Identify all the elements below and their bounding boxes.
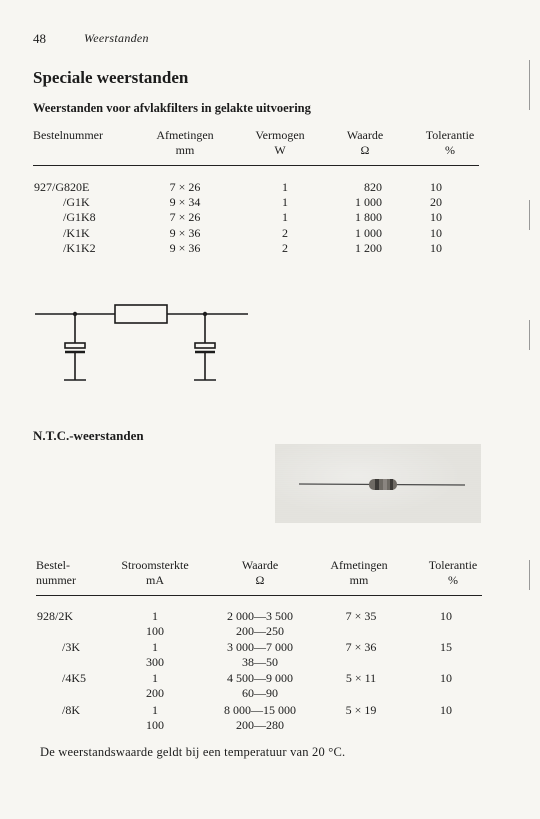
running-head: Weerstanden (84, 31, 149, 45)
ntc-header-col4: Afmetingen mm (330, 558, 388, 587)
table-cell: 10 (430, 180, 442, 194)
table1-rule (33, 165, 479, 166)
ntc-header-col1: Bestel- nummer (36, 558, 76, 587)
table-cell: 7 × 36 (345, 640, 377, 654)
table-cell: 1 (282, 180, 288, 194)
table1-col-vermogen (245, 180, 325, 256)
table-cell: 9 × 36 (169, 240, 201, 255)
table-cell: 1 200 (146, 671, 164, 701)
table-cell: /K1K2 (63, 240, 96, 255)
table-cell: 7 × 26 (169, 180, 201, 194)
table-cell: 2 (282, 225, 288, 240)
table-cell: 9 × 36 (169, 225, 201, 240)
ntc-header-col3: Waarde Ω (241, 558, 279, 587)
ntc-header-col2: Stroomsterkte mA (121, 558, 189, 587)
ntc-resistor-image (275, 444, 481, 523)
table1-header-col4: Waarde Ω (346, 128, 384, 157)
table-cell: /G1K (63, 195, 90, 210)
table1-header-col1: Bestelnummer (33, 128, 103, 142)
table-cell: 1 (282, 195, 288, 210)
table-cell: /G1K8 (63, 210, 96, 225)
table-cell: 1 000 (355, 225, 382, 240)
scan-margin-mark (529, 200, 530, 230)
table-cell: 1 200 (355, 240, 382, 255)
table-cell: /8K (62, 703, 80, 717)
table1-header-col5: Tolerantie % (425, 128, 475, 157)
table-cell: 10 (440, 671, 452, 685)
table-cell: 2 (282, 240, 288, 255)
table1-caption: Weerstanden voor afvlakfilters in gelakte uitvoering (33, 101, 311, 115)
table-cell: 8 000—15 000 200—280 (224, 703, 296, 733)
table-cell: 5 × 11 (345, 671, 377, 685)
resistor-band (390, 479, 393, 490)
table-cell: 1 800 (355, 210, 382, 225)
table-cell: 10 (430, 240, 442, 255)
table-cell: 10 (440, 609, 452, 623)
resistor-band (375, 479, 379, 490)
table-cell: 3 000—7 000 38—50 (227, 640, 293, 670)
table-cell: 9 × 34 (169, 195, 201, 210)
table-cell: /4K5 (62, 671, 86, 685)
table-cell: /K1K (63, 225, 90, 240)
page-number: 48 (33, 31, 46, 46)
section-title: Speciale weerstanden (33, 68, 189, 87)
table-cell: 10 (440, 703, 452, 717)
table1-header-col2: Afmetingen mm (156, 128, 214, 157)
table1-col-bestelnummer (34, 180, 134, 256)
schematic-resistor (115, 305, 167, 323)
table-cell: 928/2K (37, 609, 73, 623)
table-cell: 5 × 19 (345, 703, 377, 717)
table-cell: 1 (282, 210, 288, 225)
capacitor-right-plate-top (195, 343, 215, 348)
capacitor-left-plate-top (65, 343, 85, 348)
table-cell: 1 300 (146, 640, 164, 670)
filter-schematic-diagram (30, 296, 255, 388)
scan-margin-mark (529, 320, 530, 350)
table-cell: 4 500—9 000 60—90 (227, 671, 293, 701)
junction-dot (73, 312, 77, 316)
ntc-header-col5: Tolerantie % (428, 558, 478, 587)
resistor-band (383, 479, 387, 490)
table-cell: 20 (430, 195, 442, 210)
table-cell: 10 (430, 225, 442, 240)
table-cell: 10 (430, 210, 442, 225)
table-cell: 7 × 26 (169, 210, 201, 225)
table-cell: 7 × 35 (345, 609, 377, 623)
table-cell: 1 000 (355, 195, 382, 210)
table-cell: 1 100 (146, 609, 164, 639)
table1-header-col3: Vermogen W (255, 128, 305, 157)
table1-col-waarde (330, 180, 382, 256)
table-cell: 820 (364, 180, 382, 194)
table-cell: 15 (440, 640, 452, 654)
footnote: De weerstandswaarde geldt bij een temperatuur van 20 °C. (40, 745, 346, 759)
table-cell: /3K (62, 640, 80, 654)
ntc-section-title: N.T.C.-weerstanden (33, 428, 144, 443)
table-cell: 1 100 (146, 703, 164, 733)
table1-col-afmetingen (140, 180, 230, 256)
scan-margin-mark (529, 560, 530, 590)
ntc-resistor-photo (275, 444, 481, 523)
ntc-table-rule (36, 595, 482, 596)
table1-col-tolerantie (430, 180, 470, 256)
junction-dot (203, 312, 207, 316)
table-cell: 927/G820E (34, 180, 90, 194)
table-cell: 2 000—3 500 200—250 (227, 609, 293, 639)
scan-margin-mark (529, 60, 530, 110)
